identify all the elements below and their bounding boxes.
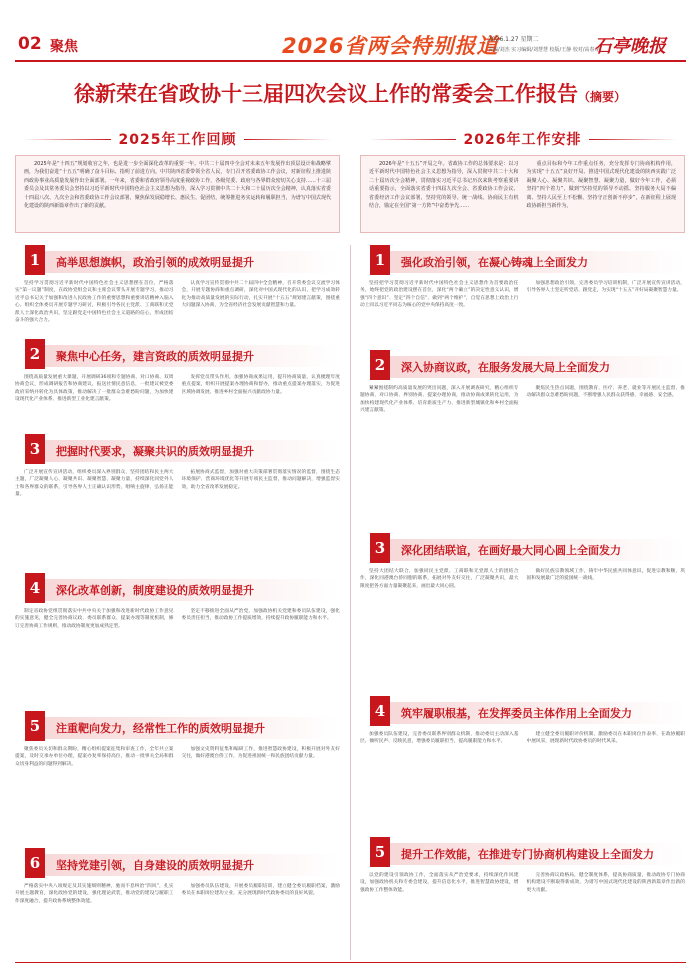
right-intro-text-b: 重点目标和今年工作重点任务，充分发挥专门协商机构作用，为实现“十五五”良好开局、推进中国式现代化建设的陕西实践广泛凝聚人心、凝聚共识、凝聚智慧、凝聚力量，做好今年工作，必须坚持“四个着力”，做到“坚持党的领导不动摇、坚持服务大局不偏离、坚持人民至上不松懈、坚持守正创新不停步”，在新征程上展现政协新担当新作为。 [526,161,676,210]
newspaper-logo: 石亭晚报 [594,36,666,57]
section-title: 把握时代要求，凝聚共识的质效明显提升 [56,445,254,458]
right-section-body-4 [360,731,685,836]
editors-line: 责编/刘杰 实习编辑/刘慧慧 校版/王静 校对/高春龙 [488,47,600,53]
body-paragraph: 认真学习宣传贯彻中共二十届四中全会精神，召开常委会议交流学习体会，开展专题协商和重点调研，深化对中国式现代化的认识，把学习成效转化为推动高质量发展的实际行动，扎实开展“十五五”规划建言献策，围绕重大问题深入协商，为全省经济社会发展贡献智慧和力量。 [181,281,340,309]
body-paragraph: 以党的建设引领政协工作，全面落实从严治党要求，持续深化作风建设，加强政协机关和专委会建设，提升信息化水平，推进智慧政协建设，增强政协工作整体效能。 [360,873,519,893]
body-paragraph: 发挥党员带头作用，加强协商成果运用，提升协商质量，认真梳理年度重点提案，组织开展提案办理协商和督办，推动重点提案办理落实，为促进区域协调发展、推进乡村全面振兴贡献政协力量。 [181,375,340,395]
section-number: 5 [25,711,45,741]
body-paragraph: 严格落实中央八项规定及其实施细则精神，驰而不息纠治“四风”，扎实开展主题教育，深化政协党的建设，强化理论武装，推动党的建设与履职工作深度融合，提升政协系统整体效能。 [15,884,174,904]
left-column-header [15,123,340,155]
header-rule-right [244,139,332,140]
section-title: 提升工作效能，在推进专门协商机构建设上全面发力 [401,848,654,861]
header-rule-left [23,139,111,140]
right-section-body-3 [360,568,685,693]
left-section-banner-4 [25,579,340,601]
left-section-banner-6 [25,854,340,876]
left-section-body-4 [15,608,340,663]
section-number: 2 [370,350,390,380]
section-title: 强化政治引领，在凝心铸魂上全面发力 [401,256,588,269]
body-paragraph: 坚持大团结大联合，加强同民主党派、工商联和无党派人士的团结合作，深化同港澳台侨同胞的联系，拓展对外友好交往，广泛凝聚共识，最大限度把各方面力量凝聚起来，画出最大同心圆。 [360,569,519,589]
date-line: 2026.1.27 星期二 [488,36,539,43]
left-section-banner-1 [25,251,340,273]
body-paragraph: 聚焦委员关切和群众期盼，精心组织提案征集和审查工作，全年共立案提案，及时交承办单位办理，提案办复率保持高位，推动一批事关全局和群众切身利益的问题得到解决。 [15,747,174,767]
section-number: 4 [370,696,390,726]
body-paragraph: 聚焦民生热点问题，围绕教育、医疗、养老、就业等开展民主监督，推动解决群众急难愁盼问题，不断增强人民群众获得感、幸福感、安全感。 [526,386,685,399]
body-paragraph: 坚定不移推进全面从严治党，加强政协机关党建和委员队伍建设，强化委员责任担当，推动政协工作提质增效，持续提升政协履职能力和水平。 [181,609,340,622]
body-paragraph: 坚持把学习贯彻习近平新时代中国特色社会主义思想作为首要政治任务，始终把党的政治建设摆在首位，深化“两个确立”的决定性意义认识，增强“四个意识”、坚定“四个自信”、做到“两个维护”，自觉在思想上政治上行动上同以习近平同志为核心的党中央保持高度一致。 [360,281,519,309]
section-title: 高举思想旗帜，政治引领的成效明显提升 [56,256,254,269]
right-section-banner-2 [370,356,685,378]
header-rule-right [589,139,677,140]
section-number: 6 [25,848,45,878]
section-title: 深化改革创新，制度建设的质效明显提升 [56,584,254,597]
section-number: 1 [25,245,45,275]
body-paragraph: 拓展协商式监督，加强对重大决策部署贯彻落实情况的监督，围绕生态环境保护、营商环境优化等开展专项民主监督，推动问题解决，增强监督实效，助力全省改革发展稳定。 [181,470,340,490]
body-paragraph: 围绕高质量发展重大课题，开展调研36项和专题协商、对口协商、双周协商会议，形成调研报告和协商建议，报送社情民意信息，一批建议被党委政府采纳并转化为具体政策，推动解决了一批群众急难愁盼问题，为加快建设现代化产业体系、推进新型工业化建言献策。 [15,375,174,403]
section-number: 2 [25,339,45,369]
headline-sub: （摘要） [577,90,626,104]
body-paragraph: 加强思想政治引领，完善委员学习培训机制，广泛开展宣传宣讲活动，引导各界人士坚定听党话、跟党走，为实现“十五五”开好局凝聚智慧力量。 [526,281,685,294]
left-section-body-1 [15,280,340,332]
page-number: 02 [18,34,42,54]
right-column-header [360,123,685,155]
left-intro-box [15,155,340,233]
masthead [0,0,700,62]
header-rule-left [368,139,456,140]
left-section-banner-3 [25,440,340,462]
body-paragraph: 加强文史资料征集和编研工作，推进智慧政协建设，积极开展对外友好交往，做好港澳台侨工作，为促进祖国统一和民族团结贡献力量。 [181,747,340,760]
section-title: 深化团结联谊，在画好最大同心圆上全面发力 [401,544,621,557]
left-section-body-6 [15,883,340,958]
body-paragraph: 加强委员队伍建设，开展委员履职培训，建立健全委员履职档案，激励委员在本职岗位建功立业，充分展现新时代政协委员的良好风貌。 [181,884,340,897]
section-title: 坚持党建引领，自身建设的质效明显提升 [56,859,254,872]
body-paragraph: 完善协商议政格局，健全制度体系，提高协商质量，推动政协专门协商机构建设不断取得新成效，为谱写中国式现代化建设的陕西新篇章作出新的更大贡献。 [526,873,685,893]
left-section-body-5 [15,746,340,834]
section-number: 1 [370,245,390,275]
masthead-rule [15,60,686,62]
body-paragraph: 广泛开展宣传宣讲活动，组织委员深入界别群众，坚持团结和民主两大主题，广泛凝聚人心、凝聚共识、凝聚智慧、凝聚力量，持续深化同党外人士和各界群众的联系，引导各界人士正确认识形势，唱响主旋律、弘扬正能量。 [15,470,174,498]
article-headline [0,78,700,108]
section-title: 筑牢履职根基，在发挥委员主体作用上全面发力 [401,707,632,720]
body-paragraph: 做好民族宗教领域工作，铸牢中华民族共同体意识，促进宗教和顺，巩固和发展最广泛的爱国统一战线。 [526,569,685,582]
special-report-title: 2026省两会特别报道 [282,34,499,58]
right-column-title: 2026年工作安排 [463,132,582,148]
section-number: 5 [370,837,390,867]
right-section-body-2 [360,385,685,525]
right-section-banner-1 [370,251,685,273]
body-paragraph: 紧紧围绕制约高质量发展的突出问题，深入开展调查研究，精心组织专题协商、对口协商、界别协商、提案办理协商，推动协商成果转化运用，为加快构建现代化产业体系、培育新质生产力、推进新型城镇化和乡村全面振兴建言献策。 [360,386,519,414]
section-number: 3 [370,533,390,563]
body-paragraph: 制定省政协党组贯彻落实中共中央关于加强和改进新时代政协工作意见的实施意见，健全完善协商议政、委员联系群众、提案办理等制度机制，修订完善协商工作规则，推动政协制度更加成熟定型。 [15,609,174,629]
column-divider [350,245,351,960]
right-section-banner-5 [370,843,685,865]
right-section-body-5 [360,872,685,958]
left-intro-text: 2025年是“十四五”规划收官之年，也是进一步全面深化改革的重要一年。中共二十届四中全会对未来五年发展作出顶层设计和战略擘画，为我们奋进“十五五”明确了奋斗目标、指明了前进方向。中共陕西省委带领全省人民，专门召开省委政协工作会议，对新征程上推进陕西政协事业高质量发展作出全面部署。一年来，省委和省政府领导高度重视政协工作，各级党委、政府与各界群众密切关心支持……十三届委员会及其常务委员会坚持以习近平新时代中国特色社会主义思想为指导，深入学习贯彻中共二十大和二十届历次全会精神，认真落实省委十四届八次、九次全会和省委政协工作会议部署，聚焦保发展稳增长、惠民生、促团结，统筹推进务实运转和履职担当，为谱写中国式现代化建设的陕西新篇章作出了新的贡献。 [24,161,331,210]
section-number: 3 [25,434,45,464]
footer-rule [15,962,686,963]
headline-main: 徐新荣在省政协十三届四次会议上作的常委会工作报告 [73,82,578,106]
body-paragraph: 建立健全委员履职评价机制，激励委员在本职岗位作表率、在政协履职中展风采，展现新时代政协委员的时代风采。 [526,732,685,745]
left-column-title: 2025年工作回顾 [118,132,237,148]
left-section-body-2 [15,374,340,426]
section-title: 深入协商议政，在服务发展大局上全面发力 [401,361,610,374]
section-name: 聚焦 [50,39,78,55]
right-section-body-1 [360,280,685,350]
section-number: 4 [25,573,45,603]
right-intro-box [360,155,685,233]
section-title: 注重靶向发力，经常性工作的质效明显提升 [56,722,265,735]
right-section-banner-4 [370,702,685,724]
right-intro-text-a: 2026年是“十五五”开局之年。省政协工作的总体要求是：以习近平新时代中国特色社会主义思想为指导，深入贯彻中共二十大和二十届历次全会精神，贯彻落实习近平总书记历次来陕考察重要讲话重要指示，全面落实省委十四届九次全会、省委政协工作会议、省委经济工作会议部署，坚持党的领导、统一战线、协商民主有机结合，锚定在全国“第一方阵”中奋勇争先…… [369,161,519,210]
left-section-banner-5 [25,717,340,739]
section-title: 聚焦中心任务，建言资政的质效明显提升 [56,350,254,363]
body-paragraph: 加强委员队伍建设，完善委员联系界别群众机制，推动委员主动深入基层、倾听民声、反映民意，增强委员履职担当，提高履职能力和水平。 [360,732,519,745]
left-section-body-3 [15,469,340,554]
left-section-banner-2 [25,345,340,367]
body-paragraph: 坚持学习贯彻习近平新时代中国特色社会主义思想摆在首位，严格落实“第一议题”制度，在政协党组会议和主席会议带头开展专题学习，推动习近平总书记关于加强和改进人民政协工作的重要思想和重要讲话精神入脑入心。组织全体委员开展专题学习研讨，积极引导各民主党派、工商联和无党派人士深化政治共识，坚定跟党走中国特色社会主义道路的信心，形成团结奋斗的强大合力。 [15,281,174,324]
right-section-banner-3 [370,539,685,561]
